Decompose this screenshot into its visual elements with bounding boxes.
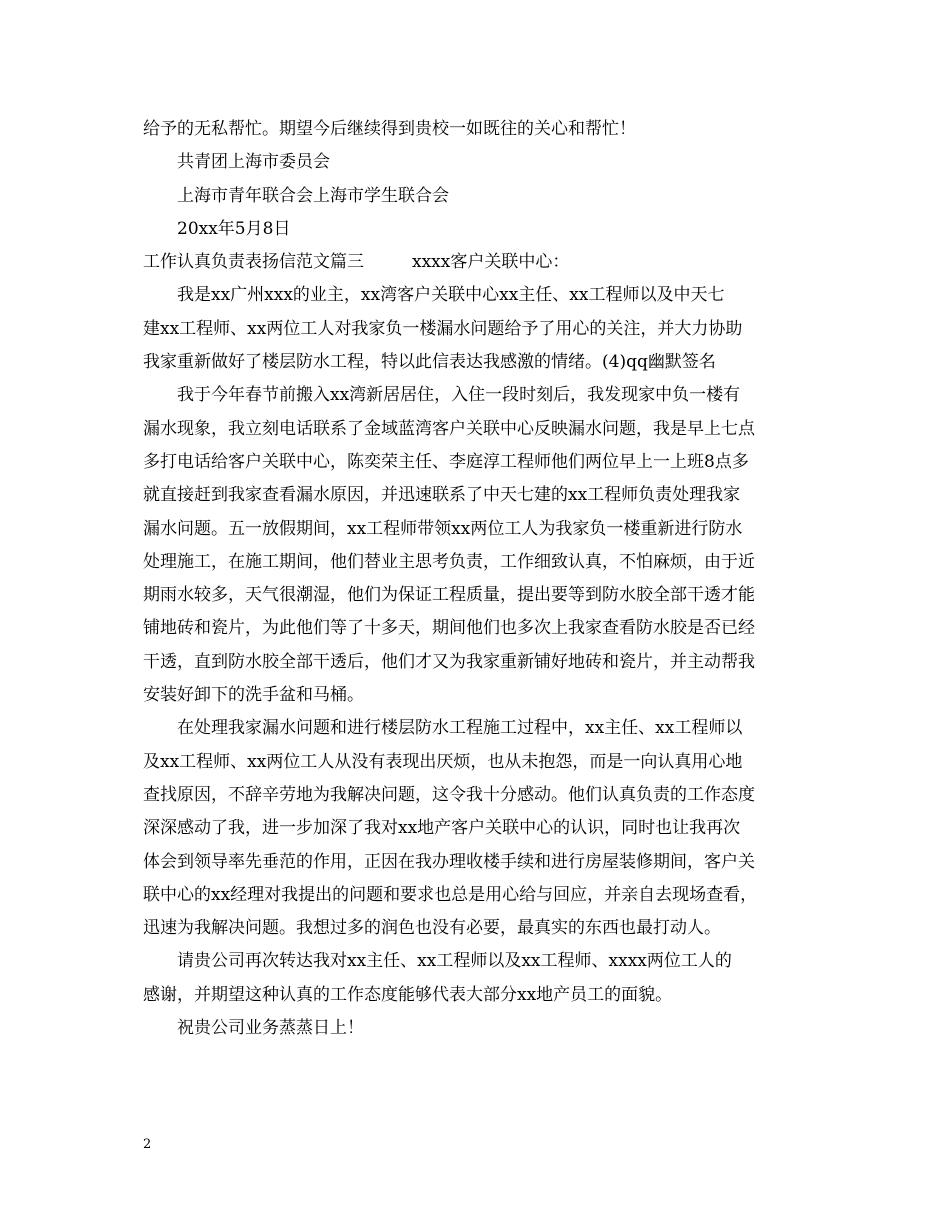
paragraph-line: 我于今年春节前搬入xx湾新居居住，入住一段时刻后，我发现家中负一楼有 [177,385,741,406]
paragraph-line: 查找原因，不辞辛劳地为我解决问题，这令我十分感动。他们认真负责的工作态度 [143,784,755,805]
signature-date: 20xx年5月8日 [177,218,291,239]
paragraph-line: 请贵公司再次转达我对xx主任、xx工程师以及xx工程师、xxxx两位工人的 [177,951,732,972]
closing-line: 祝贵公司业务蒸蒸日上！ [177,1018,364,1039]
signature-org-2: 上海市青年联合会上海市学生联合会 [177,185,449,206]
paragraph-line: 体会到领导率先垂范的作用，正因在我办理收楼手续和进行房屋装修期间，客户关 [143,851,755,872]
paragraph-line: 就直接赶到我家查看漏水原因，并迅速联系了中天七建的xx工程师负责处理我家 [143,485,741,506]
section-heading: 工作认真负责表扬信范文篇三 [143,252,364,273]
salutation: xxxx客户关联中心： [412,252,570,273]
paragraph-line: 深深感动了我，进一步加深了我对xx地产客户关联中心的认识，同时也让我再次 [143,818,741,839]
paragraph-line: 漏水现象，我立刻电话联系了金域蓝湾客户关联中心反映漏水问题，我是早上七点 [143,418,755,439]
paragraph-4 [143,945,813,1012]
paragraph-line: 安装好卸下的洗手盆和马桶。 [143,685,364,706]
paragraph-line: 联中心的xx经理对我提出的问题和要求也总是用心给与回应，并亲自去现场查看， [143,884,758,905]
page-number: 2 [143,1137,152,1152]
paragraph-line: 迅速为我解决问题。我想过多的润色也没有必要，最真实的东西也最打动人。 [143,918,721,939]
paragraph-line: 铺地砖和瓷片，为此他们等了十多天，期间他们也多次上我家查看防水胶是否已经 [143,618,755,639]
paragraph-line: 感谢，并期望这种认真的工作态度能够代表大部分xx地产员工的面貌。 [143,984,673,1005]
opening-line: 给予的无私帮忙。期望今后继续得到贵校一如既往的关心和帮忙！ [143,119,636,139]
document-body [143,113,813,1045]
paragraph-1 [143,279,813,379]
paragraph-line: 建xx工程师、xx两位工人对我家负一楼漏水问题给予了用心的关注，并大力协助 [143,318,743,339]
paragraph-line: 我家重新做好了楼层防水工程，特以此信表达我感激的情绪。(4)qq幽默签名 [143,352,716,373]
paragraph-line: 漏水问题。五一放假期间，xx工程师带领xx两位工人为我家负一楼重新进行防水 [143,518,743,539]
paragraph-3 [143,712,813,945]
paragraph-line: 处理施工，在施工期间，他们替业主思考负责，工作细致认真，不怕麻烦，由于近 [143,551,755,572]
paragraph-line: 多打电话给客户关联中心，陈奕荣主任、李庭淳工程师他们两位早上一上班8点多 [143,451,749,472]
paragraph-2 [143,379,813,712]
paragraph-line: 我是xx广州xxx的业主，xx湾客户关联中心xx主任、xx工程师以及中天七 [177,285,725,306]
section-heading-line [143,246,813,279]
paragraph-line: 在处理我家漏水问题和进行楼层防水工程施工过程中，xx主任、xx工程师以 [177,718,743,739]
paragraph-line: 期雨水较多，天气很潮湿，他们为保证工程质量，提出要等到防水胶全部干透才能 [143,585,755,606]
paragraph-line: 及xx工程师、xx两位工人从没有表现出厌烦，也从未抱怨，而是一向认真用心地 [143,751,743,772]
paragraph-line: 干透，直到防水胶全部干透后，他们才又为我家重新铺好地砖和瓷片，并主动帮我 [143,651,755,672]
signature-org-1: 共青团上海市委员会 [177,152,330,173]
